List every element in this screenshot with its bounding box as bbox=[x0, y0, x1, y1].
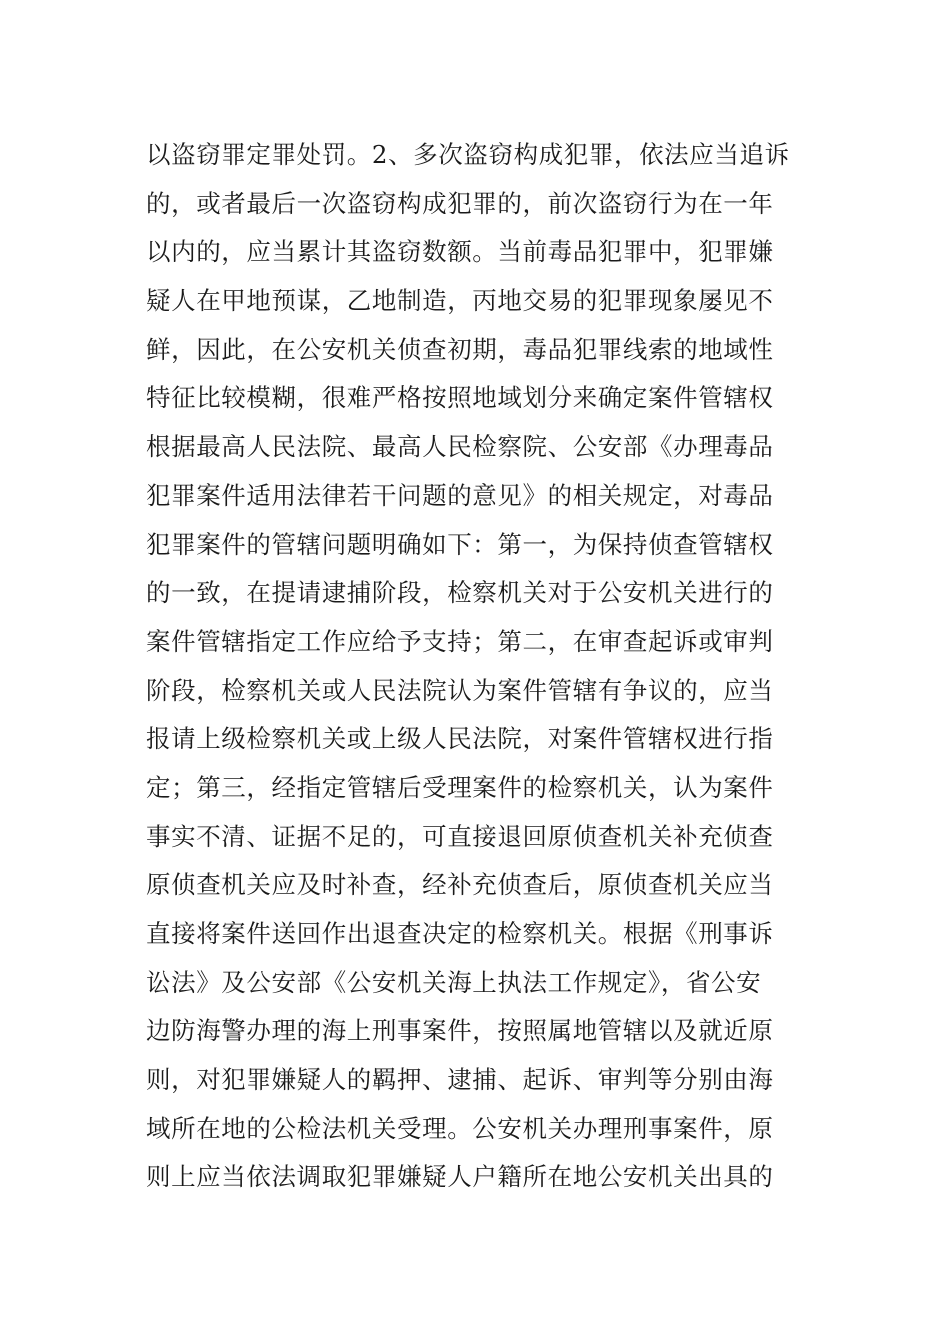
text-line: 边防海警办理的海上刑事案件，按照属地管辖以及就近原 bbox=[146, 1016, 774, 1046]
body-text bbox=[146, 131, 806, 1202]
text-line: 犯罪案件的管辖问题明确如下：第一，为保持侦查管辖权 bbox=[146, 529, 774, 559]
text-line: 特征比较模糊，很难严格按照地域划分来确定案件管辖权 bbox=[146, 383, 774, 413]
text-line: 事实不清、证据不足的，可直接退回原侦查机关补充侦查 bbox=[146, 821, 774, 851]
text-line: 域所在地的公检法机关受理。公安机关办理刑事案件，原 bbox=[146, 1113, 774, 1143]
text-line: 的一致，在提请逮捕阶段，检察机关对于公安机关进行的 bbox=[146, 578, 774, 608]
text-line: 讼法》及公安部《公安机关海上执法工作规定》，省公安 bbox=[146, 967, 762, 997]
text-line: 的，或者最后一次盗窃构成犯罪的，前次盗窃行为在一年 bbox=[146, 188, 774, 218]
text-line: 直接将案件送回作出退查决定的检察机关。根据《刑事诉 bbox=[146, 919, 774, 948]
text-line: 鲜，因此，在公安机关侦查初期，毒品犯罪线索的地域性 bbox=[146, 334, 774, 364]
text-line: 以盗窃罪定罪处罚。2、多次盗窃构成犯罪，依法应当追诉 bbox=[146, 140, 790, 169]
text-line: 疑人在甲地预谋，乙地制造，丙地交易的犯罪现象屡见不 bbox=[146, 286, 774, 316]
text-line: 以内的，应当累计其盗窃数额。当前毒品犯罪中，犯罪嫌 bbox=[146, 237, 774, 267]
text-line: 原侦查机关应及时补查，经补充侦查后，原侦查机关应当 bbox=[146, 870, 774, 900]
text-line: 则，对犯罪嫌疑人的羁押、逮捕、起诉、审判等分别由海 bbox=[146, 1065, 774, 1095]
text-line: 定；第三，经指定管辖后受理案件的检察机关，认为案件 bbox=[146, 772, 774, 802]
text-line: 案件管辖指定工作应给予支持；第二，在审查起诉或审判 bbox=[146, 626, 774, 656]
text-line: 根据最高人民法院、最高人民检察院、公安部《办理毒品 bbox=[146, 432, 774, 462]
text-line: 则上应当依法调取犯罪嫌疑人户籍所在地公安机关出具的 bbox=[146, 1162, 774, 1192]
text-line: 阶段，检察机关或人民法院认为案件管辖有争议的，应当 bbox=[146, 675, 774, 705]
text-line: 报请上级检察机关或上级人民法院，对案件管辖权进行指 bbox=[146, 724, 774, 754]
text-line: 犯罪案件适用法律若干问题的意见》的相关规定，对毒品 bbox=[146, 480, 774, 510]
